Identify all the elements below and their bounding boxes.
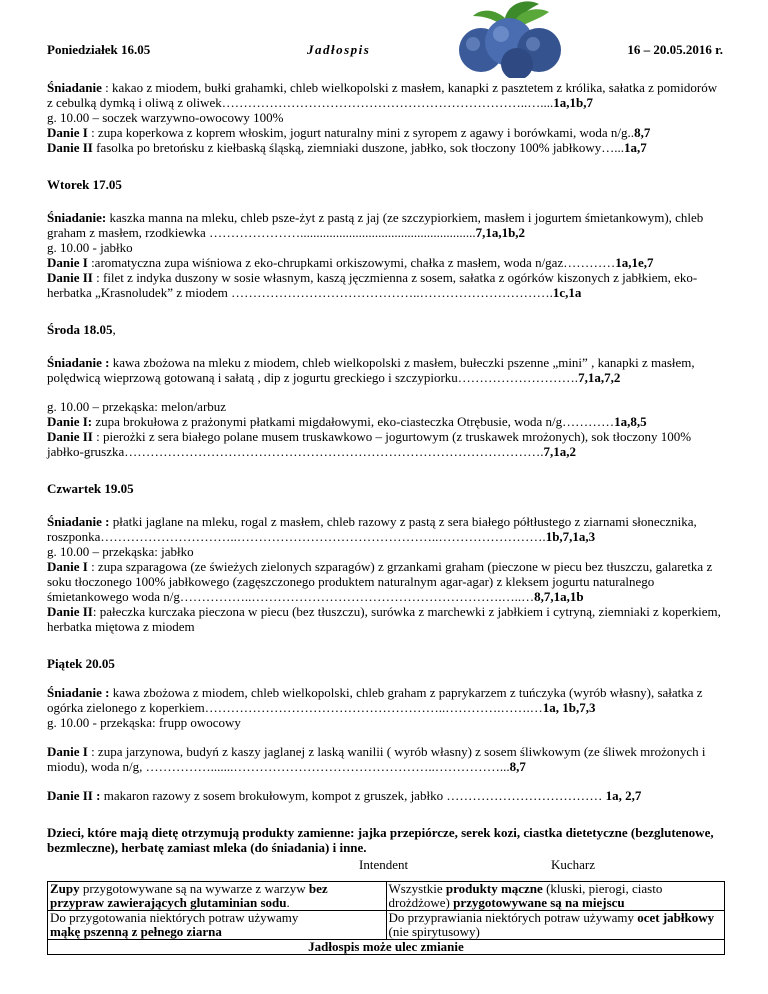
meal-line: Śniadanie : kawa zbożowa na mleku z miodem, chleb wielkopolski z masłem, bułeczki pszenne „mini” , kanapki z masłem, polędwicą wieprzową gotowaną i sałatą , dip z jogurtu greckiego i szczypiorku……………………….7,1a,7,2	[47, 355, 695, 385]
day-heading: Piątek 20.05	[47, 656, 115, 671]
meal-line: Danie II : makaron razowy z sosem brokułowym, kompot z gruszek, jabłko ……………………………… 1a, 2,7	[47, 788, 642, 803]
info-table	[47, 881, 725, 955]
blueberries-icon	[447, 0, 577, 78]
info-cell: Do przygotowania niektórych potraw używamy mąkę pszenną z pełnego ziarna	[48, 911, 387, 940]
meal-line: Danie II : pierożki z sera białego polane musem truskawkowo – jogurtowym (z truskawek mrożonych), sok tłoczony 100% jabłko-gruszka…………………………………………………………………………………….7,1a,2	[47, 429, 692, 459]
meal-line: Danie II: pałeczka kurczaka pieczona w piecu (bez tłuszczu), surówka z marchewki z jabłkiem i cytryną, ziemniaki z koperkiem, herbatka miętowa z miodem	[47, 604, 721, 634]
info-cell: Wszystkie produkty mączne (kluski, pierogi, ciasto drożdżowe) przygotowywane są na miejscu	[386, 882, 725, 911]
day-section	[47, 80, 725, 155]
meal-line: Danie II : filet z indyka duszony w sosie własnym, kaszą jęczmienna z sosem, sałatka z ogórków kiszonych z jabłkiem, eko-herbatka „Krasnoludek” z miodem ……………………………………..………………………….1c,1a	[47, 270, 698, 300]
signature-intendent: Intendent	[359, 857, 409, 872]
meal-line: g. 10.00 - jabłko	[47, 240, 133, 255]
day-section	[47, 481, 725, 634]
header	[47, 0, 725, 80]
menu-page	[47, 0, 725, 955]
meal-line: Danie I :aromatyczna zupa wiśniowa z eko-chrupkami orkiszowymi, chałka z masłem, woda n/gaz…………1a,1e,7	[47, 255, 654, 270]
menu-content	[47, 80, 725, 955]
meal-line: g. 10.00 - przekąska: frupp owocowy	[47, 715, 241, 730]
meal-line: Danie I : zupa jarzynowa, budyń z kaszy jaglanej z laską wanilii ( wyrób własny) z sosem śliwkowym (ze śliwek mrożonych i miodu), woda n/g, …………….......………………………………………..……………...8,7	[47, 744, 706, 774]
day-section	[47, 656, 725, 803]
meal-line: g. 10.00 – przekąska: jabłko	[47, 544, 194, 559]
meal-line: Śniadanie : kakao z miodem, bułki grahamki, chleb wielkopolski z masłem, kanapki z pasztetem z królika, sałatka z pomidorów z cebulką dymką i oliwą z oliwek……………………………………………………………..…....1a,1b,7	[47, 80, 718, 110]
header-date: Poniedziałek 16.05	[47, 42, 151, 57]
meal-line: Danie I : zupa koperkowa z koprem włoskim, jogurt naturalny mini z syropem z agawy i borówkami, woda n/g..8,7	[47, 125, 651, 140]
meal-line: g. 10.00 – przekąska: melon/arbuz	[47, 399, 227, 414]
day-heading: Czwartek 19.05	[47, 481, 134, 496]
signatures	[47, 855, 725, 875]
page-title: Jadłospis	[307, 42, 371, 57]
footer-note: Jadłospis może ulec zmianie	[48, 940, 725, 955]
day-heading: Środa 18.05,	[47, 322, 116, 337]
signature-kucharz: Kucharz	[551, 857, 596, 872]
meal-line: g. 10.00 – soczek warzywno-owocowy 100%	[47, 110, 284, 125]
diet-note: Dzieci, które mają dietę otrzymują produkty zamienne: jajka przepiórcze, serek kozi, ciastka dietetyczne (bezglutenowe, bezmleczne), herbatę zamiast mleka (do śniadania) i inne.	[47, 825, 714, 855]
meal-line: Śniadanie : kawa zbożowa z miodem, chleb wielkopolski, chleb graham z paprykarzem z tuńczyka (wyrób własny), sałatka z ogórka zielonego z koperkiem………………………………………………..………….…….…1a, 1b,7,3	[47, 685, 703, 715]
day-section	[47, 322, 725, 459]
meal-line: Śniadanie: kaszka manna na mleku, chleb psze-żyt z pastą z jaj (ze szczypiorkiem, masłem i jogurtem śmietankowym), chleb graham z masłem, rzodkiewka …………………......................................................7,1a,1b,2	[47, 210, 704, 240]
day-section	[47, 177, 725, 300]
day-heading: Wtorek 17.05	[47, 177, 122, 192]
meal-line: Danie I: zupa brokułowa z prażonymi płatkami migdałowymi, eko-ciasteczka Otrębusie, woda n/g…………1a,8,5	[47, 414, 647, 429]
info-cell: Zupy przygotowywane są na wywarze z warzyw bez przypraw zawierających glutaminian sodu.	[48, 882, 387, 911]
date-range: 16 – 20.05.2016 r.	[627, 42, 723, 57]
meal-line: Danie I : zupa szparagowa (ze świeżych zielonych szparagów) z grzankami graham (pieczone w piecu bez tłuszczu, galaretka z soku tłoczonego 100% jabłkowego (zagęszczonego produktem naturalnym agar-agar) z kleksem jogurtu naturalnego śmietankowego woda n/g……………..………………………………………………….…..…8,7,1a,1b	[47, 559, 713, 604]
meal-line: Śniadanie : płatki jaglane na mleku, rogal z masłem, chleb razowy z pastą z sera białego półtłustego z ziarnami słonecznika, roszponka…………………………..………………………………………..…………………….1b,7,1a,3	[47, 514, 697, 544]
meal-line: Danie II fasolka po bretońsku z kiełbaską śląską, ziemniaki duszone, jabłko, sok tłoczony 100% jabłkowy…...1a,7	[47, 140, 647, 155]
info-cell: Do przyprawiania niektórych potraw używamy ocet jabłkowy (nie spirytusowy)	[386, 911, 725, 940]
